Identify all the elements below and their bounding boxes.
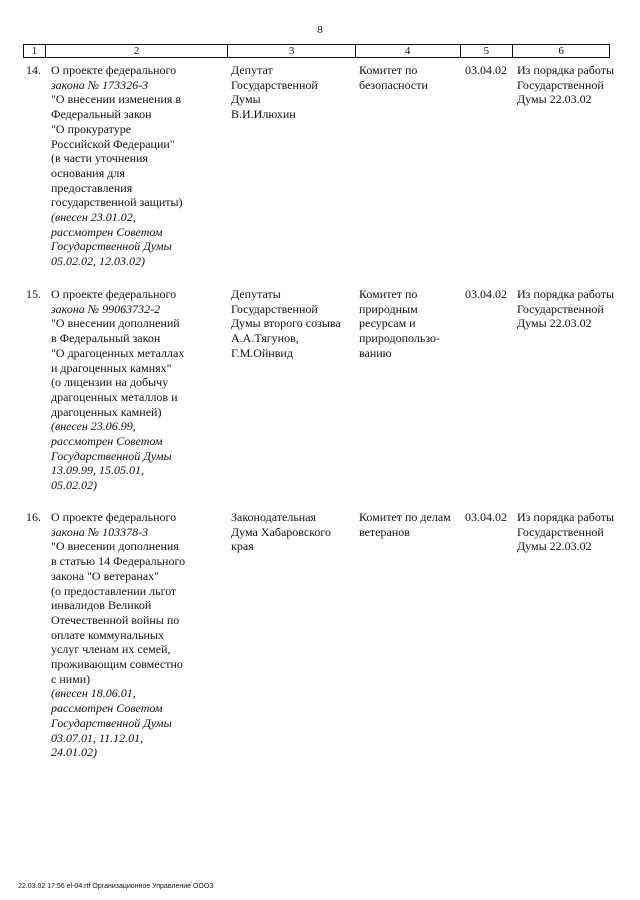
bill-description-line: (в части уточнения xyxy=(51,151,148,166)
note-line: Государственной xyxy=(517,524,604,539)
bill-status-line: Государственной Думы xyxy=(51,448,172,463)
author-line: Думы второго созыва xyxy=(231,316,341,331)
bill-title-line: О проекте федерального xyxy=(51,287,177,301)
bill-number-line: закона № 99063732-2 xyxy=(51,301,161,316)
bill-description-line: закона "О ветеранах" xyxy=(51,568,160,583)
bill-status-line: 13.09.99, 15.05.01, xyxy=(51,463,144,478)
bill-description-line: "О внесении изменения в xyxy=(51,92,182,107)
bill-description-line: оплате коммунальных xyxy=(51,627,164,642)
table-row xyxy=(23,510,615,760)
author-line: В.И.Илюхин xyxy=(231,107,296,122)
page-number: 8 xyxy=(317,24,323,36)
bill-description-line: (о лицензии на добычу xyxy=(51,375,169,390)
bill-cell xyxy=(51,287,228,493)
header-cell-2: 2 xyxy=(46,45,228,57)
bill-description-line: Российской Федерации" xyxy=(51,136,175,151)
bill-description-line: в статью 14 Федерального xyxy=(51,554,186,569)
note-line: Из порядка работы xyxy=(517,510,615,524)
author-line: А.А.Тягунов, xyxy=(231,331,299,346)
bill-status-line: 05.02.02) xyxy=(51,478,97,493)
bill-description-line: "О внесении дополнения xyxy=(51,539,179,554)
bill-description-line: драгоценных камней) xyxy=(51,404,162,419)
header-cell-4: 4 xyxy=(356,45,461,57)
table-row xyxy=(23,287,615,493)
committee-cell xyxy=(356,287,461,493)
bill-description-line: в Федеральный закон xyxy=(51,331,161,346)
bill-description-line: инвалидов Великой xyxy=(51,598,152,613)
bill-description-line: (о предоставлении льгот xyxy=(51,583,177,598)
committee-line: ветеранов xyxy=(359,524,410,539)
note-line: Из порядка работы xyxy=(517,63,615,77)
committee-line: Комитет по xyxy=(359,63,418,77)
author-line: Государственной xyxy=(231,77,318,92)
bill-description-line: государственной защиты) xyxy=(51,195,183,210)
bill-description-line: услуг членам их семей, xyxy=(51,642,171,657)
bill-title-line: О проекте федерального xyxy=(51,510,177,524)
author-line: Г.М.Ойнвид xyxy=(231,345,293,360)
author-line: Депутат xyxy=(231,63,273,77)
bill-status-line: (внесен 23.01.02, xyxy=(51,210,136,225)
bill-status-line: рассмотрен Советом xyxy=(51,434,163,449)
author-line: Депутаты xyxy=(231,287,281,301)
author-line: края xyxy=(231,539,254,554)
note-line: Думы 22.03.02 xyxy=(517,92,592,107)
committee-line: Комитет по делам xyxy=(359,510,451,524)
bill-cell xyxy=(51,63,228,269)
author-line: Законодательная xyxy=(231,510,317,524)
header-cell-6: 6 xyxy=(558,45,564,57)
bill-status-line: рассмотрен Советом xyxy=(51,224,163,239)
row-number: 14. xyxy=(26,63,41,77)
note-cell xyxy=(514,510,615,760)
bill-status-line: Государственной Думы xyxy=(51,715,172,730)
note-line: Государственной xyxy=(517,77,604,92)
table-header-row xyxy=(23,44,610,58)
author-cell xyxy=(228,510,356,760)
bill-description-line: проживающим совместно xyxy=(51,657,183,672)
committee-line: природным xyxy=(359,301,418,316)
bill-number-line: закона № 173326-3 xyxy=(51,77,149,92)
bill-description-line: "О прокуратуре xyxy=(51,121,132,136)
bill-description-line: драгоценных металлов и xyxy=(51,389,178,404)
bill-description-line: с ними) xyxy=(51,671,91,686)
bill-description-line: "О внесении дополнений xyxy=(51,316,180,331)
note-cell xyxy=(514,287,615,493)
bill-description-line: "О драгоценных металлах xyxy=(51,345,185,360)
author-cell xyxy=(228,63,356,269)
bill-status-line: Государственной Думы xyxy=(51,239,172,254)
bill-status-line: (внесен 23.06.99, xyxy=(51,419,136,434)
note-line: Думы 22.03.02 xyxy=(517,316,592,331)
page-footer: 22.03.02 17:56 el-04.rtf Организационное Управление ОООЗ xyxy=(18,883,214,890)
bill-title-line: О проекте федерального xyxy=(51,63,177,77)
row-number: 16. xyxy=(26,510,41,524)
header-cell-3: 3 xyxy=(228,45,356,57)
bill-description-line: основания для xyxy=(51,165,125,180)
header-cell-5: 5 xyxy=(461,45,514,57)
agenda-table xyxy=(23,44,615,760)
author-line: Государственной xyxy=(231,301,318,316)
note-cell xyxy=(514,63,615,269)
date-cell: 03.04.02 xyxy=(465,510,507,524)
bill-description-line: предоставления xyxy=(51,180,133,195)
note-line: Из порядка работы xyxy=(517,287,615,301)
committee-cell xyxy=(356,510,461,760)
note-line: Государственной xyxy=(517,301,604,316)
date-cell: 03.04.02 xyxy=(465,63,507,77)
bill-number-line: закона № 103378-3 xyxy=(51,524,149,539)
bill-status-line: 24.01.02) xyxy=(51,745,97,760)
committee-line: ресурсам и xyxy=(359,316,416,331)
committee-line: природопользо- xyxy=(359,331,440,346)
bill-status-line: рассмотрен Советом xyxy=(51,701,163,716)
row-number: 15. xyxy=(26,287,41,301)
bill-description-line: и драгоценных камнях" xyxy=(51,360,172,375)
bill-cell xyxy=(51,510,228,760)
bill-description-line: Отечественной войны по xyxy=(51,612,180,627)
date-cell: 03.04.02 xyxy=(465,287,507,301)
committee-line: Комитет по xyxy=(359,287,418,301)
committee-line: ванию xyxy=(359,345,392,360)
author-cell xyxy=(228,287,356,493)
committee-line: безопасности xyxy=(359,77,428,92)
bill-status-line: 05.02.02, 12.03.02) xyxy=(51,254,145,269)
committee-cell xyxy=(356,63,461,269)
bill-description-line: Федеральный закон xyxy=(51,107,152,122)
header-cell-1: 1 xyxy=(24,45,46,57)
note-line: Думы 22.03.02 xyxy=(517,539,592,554)
author-line: Думы xyxy=(231,92,261,107)
bill-status-line: (внесен 18.06.01, xyxy=(51,686,136,701)
bill-status-line: 03.07.01, 11.12.01, xyxy=(51,730,144,745)
author-line: Дума Хабаровского xyxy=(231,524,332,539)
table-row xyxy=(23,63,615,269)
